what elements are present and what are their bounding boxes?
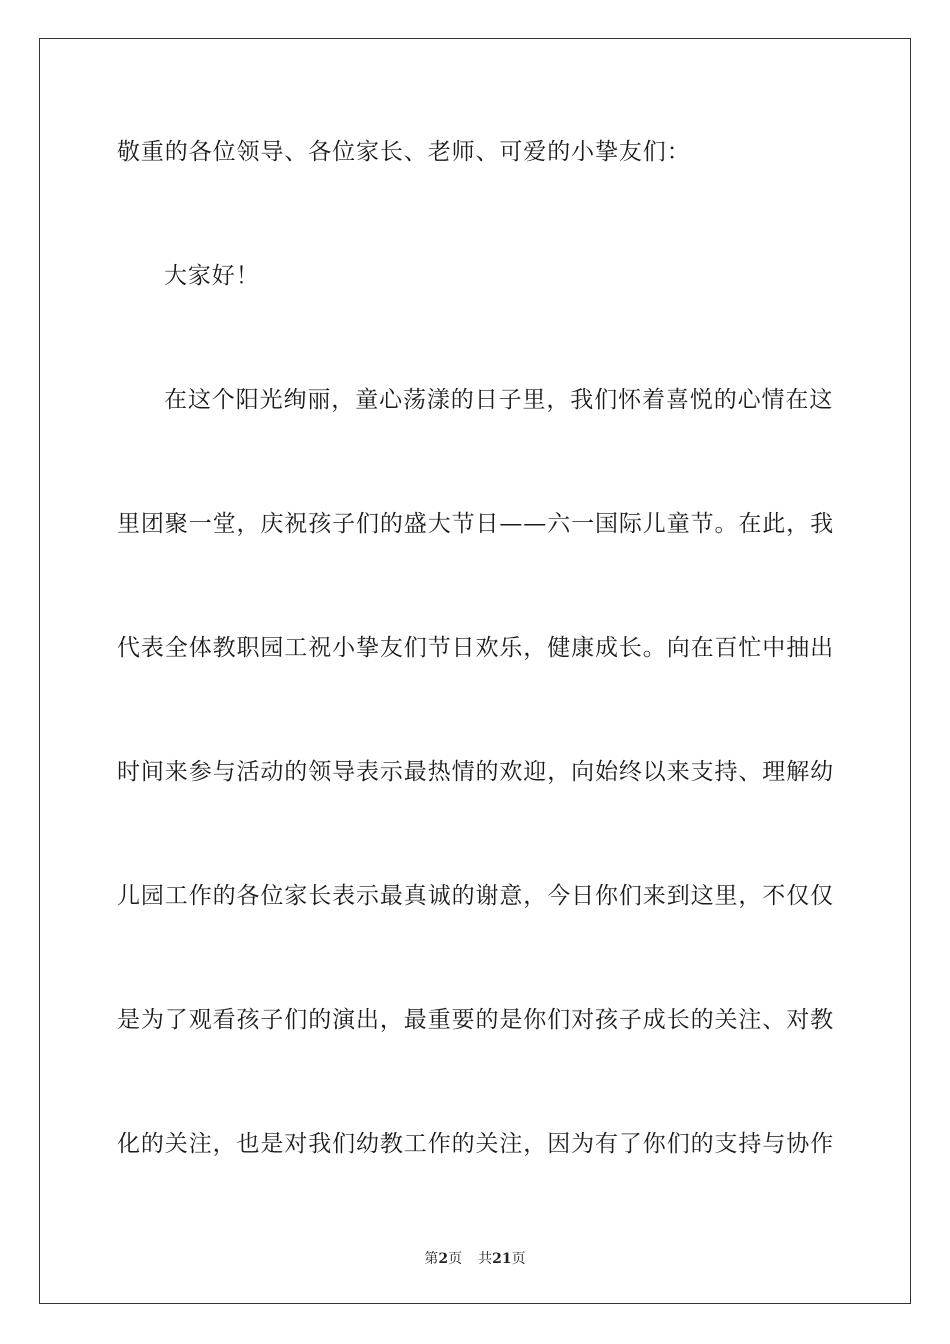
greeting-line: 大家好！ — [164, 263, 260, 289]
paragraph-line-4: 时间来参与活动的领导表示最热情的欢迎，向始终以来支持、理解幼 — [117, 759, 834, 785]
paragraph-line-3: 代表全体教职园工祝小挚友们节日欢乐，健康成长。向在百忙中抽出 — [117, 635, 834, 661]
paragraph-line-5: 儿园工作的各位家长表示最真诚的谢意，今日你们来到这里，不仅仅 — [117, 883, 834, 909]
paragraph-line-2: 里团聚一堂，庆祝孩子们的盛大节日——六一国际儿童节。在此，我 — [117, 511, 834, 537]
page-prefix: 第 — [424, 1251, 439, 1267]
total-prefix: 共 — [478, 1251, 493, 1267]
salutation-line: 敬重的各位领导、各位家长、老师、可爱的小挚友们： — [117, 139, 691, 165]
page-suffix: 页 — [448, 1251, 463, 1267]
total-suffix: 页 — [511, 1251, 526, 1267]
paragraph-line-6: 是为了观看孩子们的演出，最重要的是你们对孩子成长的关注、对教 — [117, 1007, 834, 1033]
page-total-number: 21 — [492, 1251, 512, 1267]
page-frame — [39, 38, 911, 1304]
paragraph-line-1: 在这个阳光绚丽，童心荡漾的日子里，我们怀着喜悦的心情在这 — [164, 387, 834, 413]
page-current-number: 2 — [438, 1251, 449, 1267]
page-footer — [0, 1248, 950, 1268]
paragraph-line-7: 化的关注，也是对我们幼教工作的关注，因为有了你们的支持与协作 — [117, 1131, 834, 1157]
